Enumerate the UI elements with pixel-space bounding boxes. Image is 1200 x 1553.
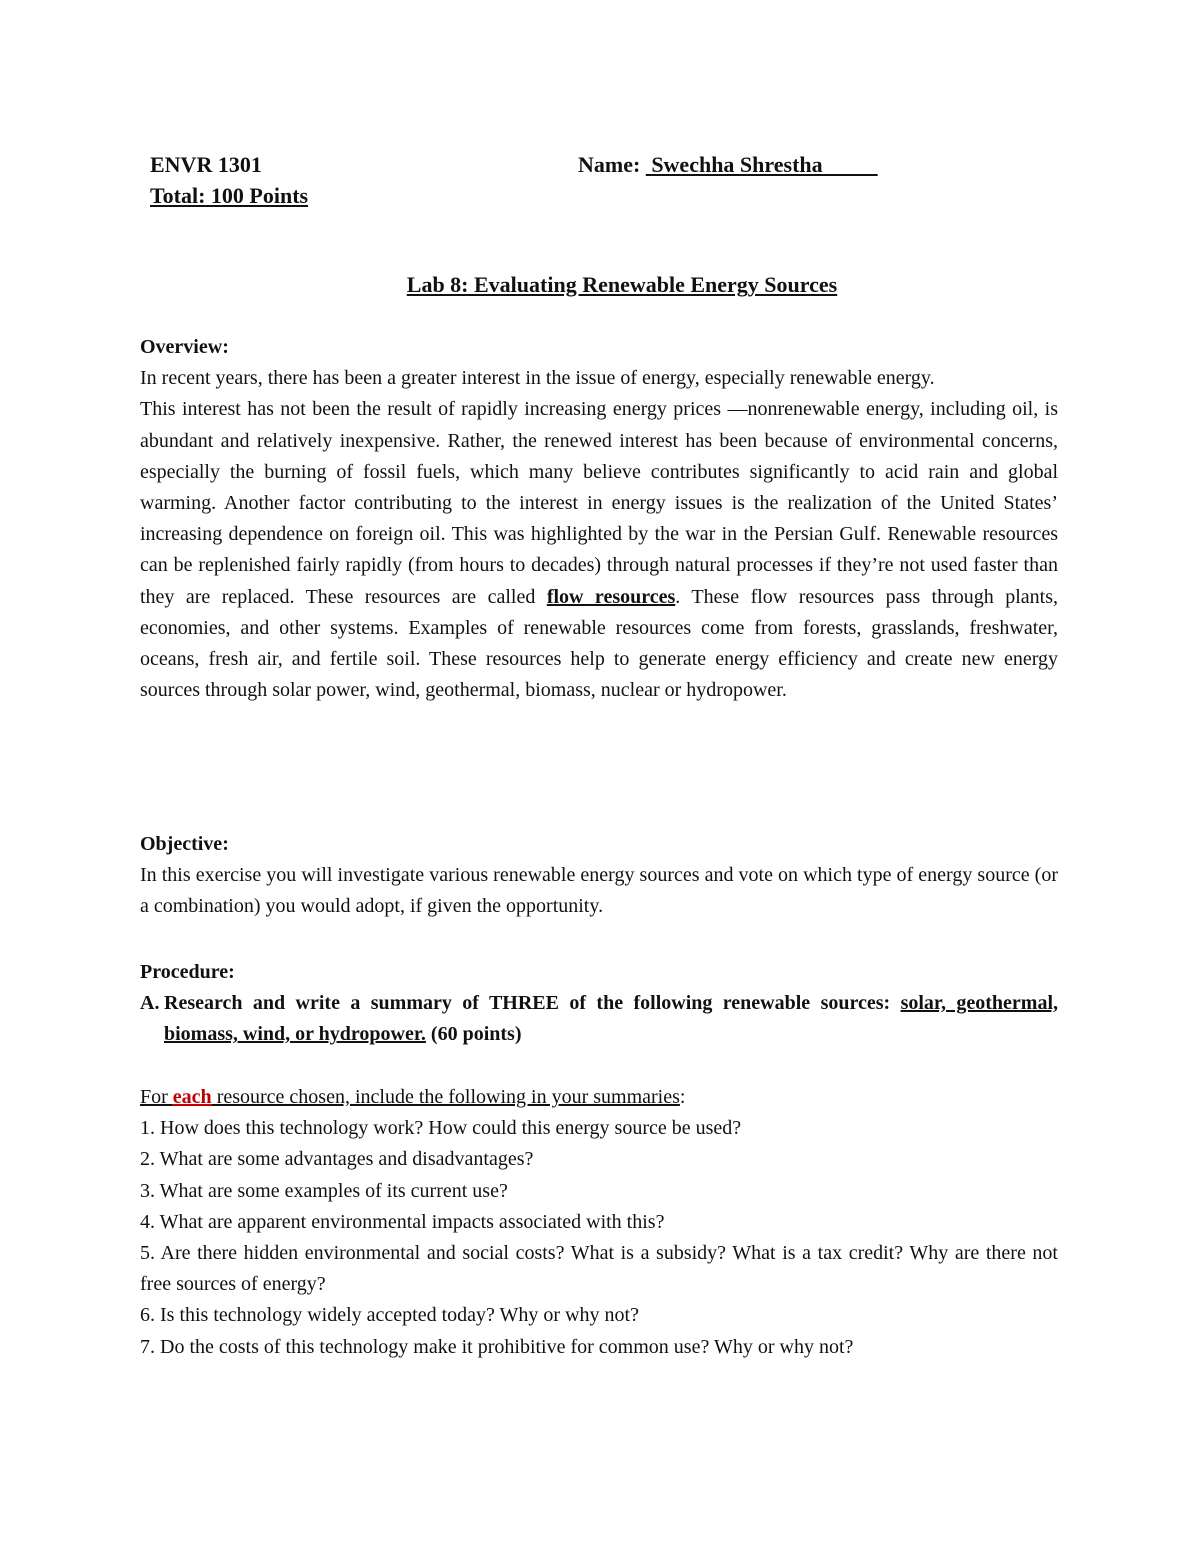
question-item: 4. What are apparent environmental impacts associated with this? [140,1210,665,1233]
student-name: Swechha Shrestha [645,152,878,177]
overview-paragraph-1: In recent years, there has been a greater interest in the issue of energy, especially renewable energy. [140,367,935,390]
objective-heading: Objective: [140,833,229,855]
procedure-section [140,957,1058,1051]
step-a-sources: solar, geothermal, biomass, wind, or hydropower. [164,992,1059,1046]
total-points: Total: 100 Points [150,183,309,208]
criteria-lead-colon: : [679,1086,686,1108]
name-label: Name: [578,152,646,177]
objective-section [140,829,1058,923]
overview-p2-text-before: This interest has not been the result of rapidly increasing energy prices —nonrenewable energy, including oil, is abundant and relatively inexpensive. Rather, the renewed interest has been because of environmental concerns, especially the burning of fossil fuels, which many believe contributes significantly to acid rain and global warming. Another factor contributing to the interest in energy issues is the realization of the United States’ increasing dependence on foreign oil. This was highlighted by the war in the Persian Gulf. Renewable resources can be replenished fairly rapidly (from hours to decades) through natural processes if they’re not used faster than they are replaced. These resources are called [140,398,1058,608]
question-item: 3. What are some examples of its current use? [140,1179,508,1202]
criteria-lead-part-2: resource chosen, include the following in your summaries [211,1086,680,1108]
step-a-text [164,988,1058,1050]
question-item: 5. Are there hidden environmental and social costs? What is a subsidy? What is a tax credit? Why are there not free sources of energy? [140,1242,1058,1296]
question-item: 6. Is this technology widely accepted today? Why or why not? [140,1304,639,1327]
step-a-instruction: Research and write a summary of THREE of the following renewable sources: [164,992,901,1015]
overview-p2-text-after: . These flow resources pass through plants, economies, and other systems. Examples of renewable resources come from forests, grasslands, freshwater, oceans, fresh air, and fertile soil. These resources help to generate energy efficiency and create new energy sources through solar power, wind, geothermal, biomass, nuclear or hydropower. [140,585,1058,702]
criteria-lead-each: each [172,1086,212,1108]
criteria-lead [140,1082,1058,1113]
procedure-heading: Procedure: [140,961,235,983]
step-a-points: (60 points) [425,1023,522,1046]
course-code: ENVR 1301 [150,152,262,177]
student-name-line [578,150,878,180]
question-item: 2. What are some advantages and disadvantages? [140,1148,534,1171]
procedure-step-a [140,988,1058,1050]
question-item: 7. Do the costs of this technology make it prohibitive for common use? Why or why not? [140,1335,854,1358]
criteria-section [140,1082,1058,1363]
step-letter: A. [140,992,160,1015]
overview-heading: Overview: [140,336,229,358]
overview-paragraph-2 [140,394,1058,706]
document-page [140,0,1060,1553]
question-item: 1. How does this technology work? How could this energy source be used? [140,1117,742,1140]
lab-title: Lab 8: Evaluating Renewable Energy Sources [406,272,838,297]
criteria-lead-part-1: For [140,1086,173,1108]
flow-resources-term: flow resources [546,585,676,608]
overview-section [140,332,1058,706]
objective-text: In this exercise you will investigate various renewable energy sources and vote on which type of energy source (or a combination) you would adopt, if given the opportunity. [140,864,1058,918]
